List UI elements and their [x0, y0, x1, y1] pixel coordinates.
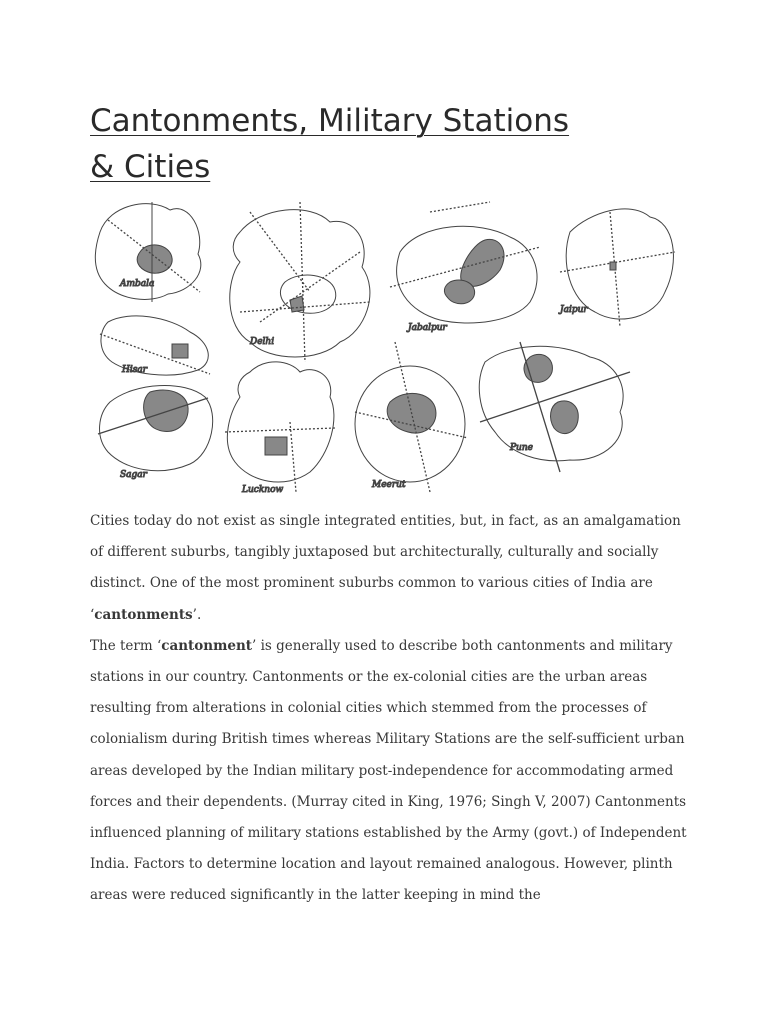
label-ambala: Ambala — [120, 279, 155, 289]
term-cantonments: cantonments — [94, 606, 193, 623]
map-ambala — [95, 202, 201, 302]
title-line-1: Cantonments, Military Stations — [90, 103, 570, 139]
map-jaipur — [558, 209, 675, 327]
label-sagar: Sagar — [120, 470, 147, 480]
page-title — [90, 98, 569, 190]
map-hisar — [100, 316, 210, 375]
map-sagar — [98, 386, 213, 480]
label-hisar: Hisar — [122, 365, 148, 375]
label-meerut: Meerut — [372, 480, 406, 490]
paragraph-2: The term ‘cantonment’ is generally used to describe both cantonments and military stations in our country. Cantonments or the ex-colonial cities are the urban areas resulting from alterations in colonial cities which stemmed from the processes of colonialism during British times whereas Military Stations are the self-sufficient urban areas developed by the Indian military post-independence for accommodating armed forces and their dependents. (Murray cited in King, 1976; Singh V, 2007) Cantonments influenced planning of military stations established by the Army (govt.) of Independent India. Factors to determine location and layout remained analogous. However, plinth areas were reduced significantly in the latter keeping in mind the — [90, 637, 687, 904]
map-delhi — [230, 202, 370, 362]
title-line-2: & Cities — [90, 149, 211, 185]
label-lucknow: Lucknow — [242, 485, 284, 495]
label-jaipur: Jaipur — [560, 305, 588, 315]
city-maps-figure — [90, 192, 680, 502]
document-body — [90, 506, 690, 912]
map-jabalpur — [390, 202, 540, 333]
term-cantonment: cantonment — [161, 637, 252, 654]
label-delhi: Delhi — [250, 337, 275, 347]
map-lucknow — [225, 362, 335, 495]
map-meerut — [355, 342, 468, 492]
label-jabalpur: Jabalpur — [408, 323, 447, 333]
map-pune — [479, 342, 630, 472]
paragraph-1: Cities today do not exist as single integrated entities, but, in fact, as an amalgamation of different suburbs, tangibly juxtaposed but architecturally, culturally and socially distinct. One of the most prominent suburbs common to various cities of India are ‘cantonments’. — [90, 513, 681, 623]
label-pune: Pune — [510, 443, 533, 453]
